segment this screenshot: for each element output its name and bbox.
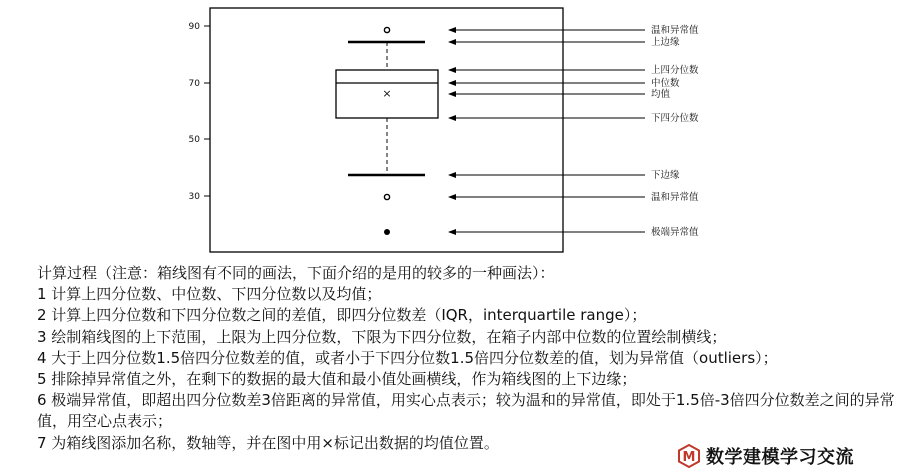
arrowhead-icon xyxy=(448,91,456,97)
brand-logo-letter: M xyxy=(682,450,696,465)
arrowhead-icon xyxy=(448,172,456,178)
brand-watermark xyxy=(676,441,854,471)
mean-marker: × xyxy=(382,87,392,100)
y-tick-label: 30 xyxy=(188,192,200,202)
arrowhead-icon xyxy=(448,115,456,121)
brand-name: 数学建模学习交流 xyxy=(706,447,854,468)
label-upper-quartile: 上四分位数 xyxy=(651,65,699,76)
brand-logo-icon xyxy=(676,443,702,469)
label-upper-whisker: 上边缘 xyxy=(651,37,680,48)
procedure-step: 1 计算上四分位数、中位数、下四分位数以及均值； xyxy=(37,285,382,304)
annotation-arrowheads xyxy=(448,27,456,235)
procedure-step: 2 计算上四分位数和下四分位数之间的差值，即四分位数差（IQR，interquartile range）； xyxy=(37,306,647,325)
label-lower-whisker: 下边缘 xyxy=(651,170,680,181)
label-extreme-outlier: 极端异常值 xyxy=(651,227,699,238)
procedure-step: 6 极端异常值，即超出四分位数差3倍距离的异常值，用实心点表示；较为温和的异常值，即处于1.5倍-3倍四分位数差之间的异常值，用空心点表示； xyxy=(37,391,895,431)
label-mild-outlier: 温和异常值 xyxy=(651,25,699,36)
procedure-heading: 计算过程（注意：箱线图有不同的画法，下面介绍的是用的较多的一种画法）： xyxy=(37,264,555,282)
label-median: 中位数 xyxy=(651,78,680,89)
mild-outlier-high xyxy=(384,27,389,32)
arrowhead-icon xyxy=(448,229,456,235)
mild-outlier-low xyxy=(384,194,389,199)
procedure-step: 5 排除掉异常值之外，在剩下的数据的最大值和最小值处画横线，作为箱线图的上下边缘； xyxy=(37,370,637,389)
label-mild-outlier: 温和异常值 xyxy=(651,192,699,203)
arrowhead-icon xyxy=(448,67,456,73)
procedure-step: 7 为箱线图添加名称，数轴等，并在图中用×标记出数据的均值位置。 xyxy=(37,433,499,452)
annotation-arrows xyxy=(449,30,645,232)
procedure-step: 3 绘制箱线图的上下范围，上限为上四分位数，下限为下四分位数，在箱子内部中位数的位置绘制横线； xyxy=(37,327,727,346)
annotation-labels xyxy=(651,24,699,238)
arrowhead-icon xyxy=(448,194,456,200)
calculation-procedure xyxy=(37,263,897,454)
y-tick-label: 70 xyxy=(188,79,200,89)
y-axis xyxy=(189,22,210,202)
arrowhead-icon xyxy=(448,80,456,86)
y-tick-label: 50 xyxy=(188,135,200,145)
procedure-step: 4 大于上四分位数1.5倍四分位数差的值，或者小于下四分位数1.5倍四分位数差的值，划为异常值（outliers）； xyxy=(37,348,778,367)
label-lower-quartile: 下四分位数 xyxy=(651,113,699,124)
arrowhead-icon xyxy=(448,39,456,45)
y-tick-label: 90 xyxy=(188,22,200,32)
extreme-outlier xyxy=(384,229,390,235)
label-mean: 均值 xyxy=(651,89,671,100)
box-plot xyxy=(336,27,438,235)
arrowhead-icon xyxy=(448,27,456,33)
